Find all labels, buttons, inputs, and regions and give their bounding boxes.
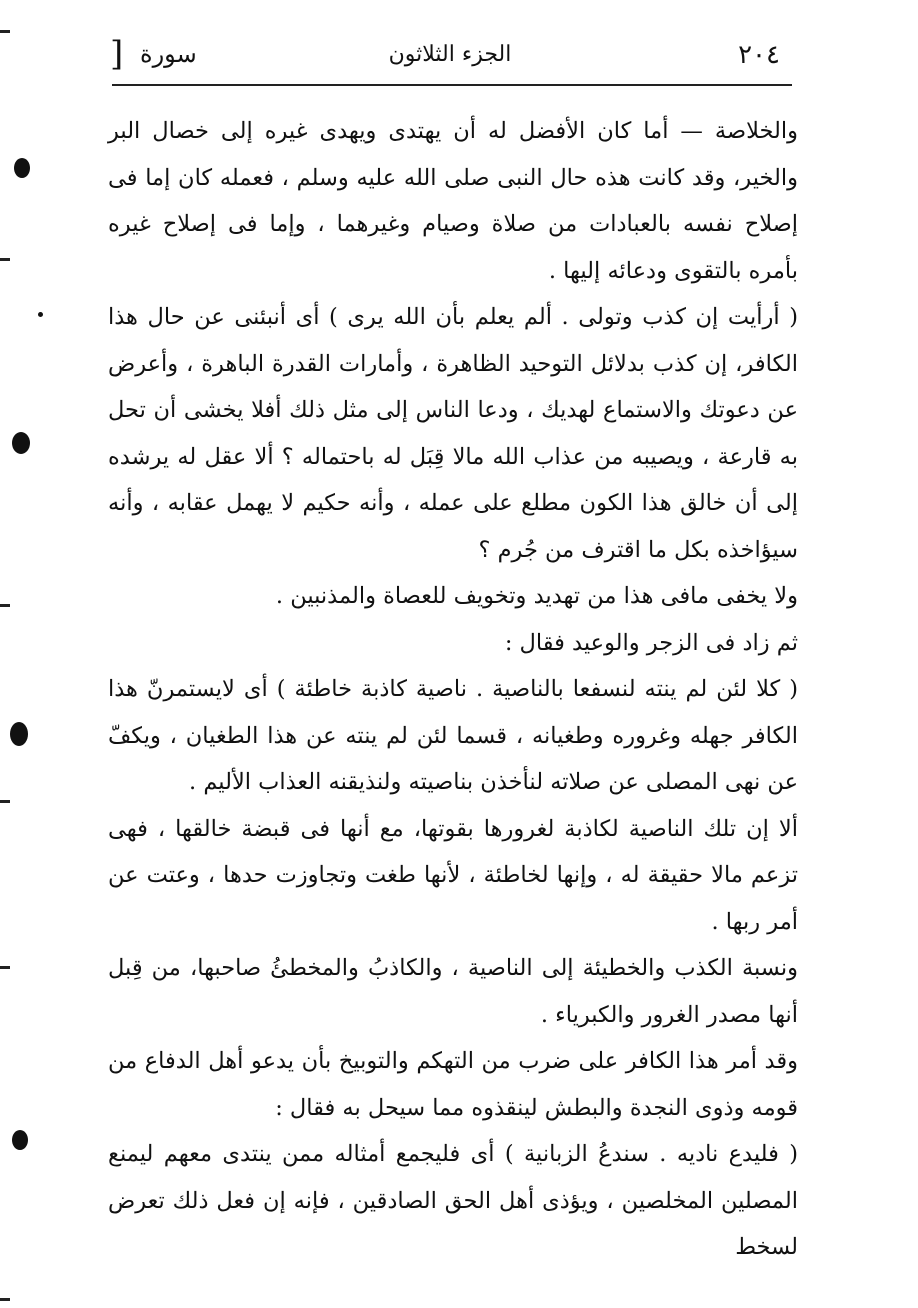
paragraph: والخلاصة — أما كان الأفضل له أن يهتدى ويهدى غيره إلى خصال البر والخير، وقد كانت هذه حال النبى صلى الله عليه وسلم ، فعمله كان إما فى إصلاح نفسه بالعبادات من صلاة وصيام وغيرهما ، وإما فى إصلاح غيره بأمره بالتقوى ودعائه إليها . <box>108 118 798 284</box>
page-number: ٢٠٤ <box>738 40 780 70</box>
part-title: الجزء الثلاثون <box>388 42 512 67</box>
paragraph: وقد أمر هذا الكافر على ضرب من التهكم والتوبيخ بأن يدعو أهل الدفاع من قومه وذوى النجدة والبطش لينقذوه مما سيحل به فقال : <box>108 1048 798 1121</box>
scan-speck <box>14 158 30 178</box>
scan-tick <box>0 800 10 803</box>
sura-label: سورة <box>140 40 197 68</box>
scan-tick <box>0 966 10 969</box>
scan-speck <box>12 432 30 454</box>
paragraph: ( كلا لئن لم ينته لنسفعا بالناصية . ناصية كاذبة خاطئة ) أى لايستمرنّ هذا الكافر جهله وغروره وطغيانه ، قسما لئن لم ينته عن هذا الطغيان ، ويكفّ عن نهى المصلى عن صلاته لنأخذن بناصيته ولنذيقنه العذاب الأليم . <box>108 676 798 795</box>
paragraph: ( أرأيت إن كذب وتولى . ألم يعلم بأن الله يرى ) أى أنبئنى عن حال هذا الكافر، إن كذب بدلائل التوحيد الظاهرة ، وأمارات القدرة الباهرة ، وأعرض عن دعوتك والاستماع لهديك ، ودعا الناس إلى مثل ذلك أفلا يخشى أن تحل به قارعة ، ويصيبه من عذاب الله مالا قِبَل له باحتماله ؟ ألا عقل له يرشده إلى أن خالق هذا الكون مطلع على عمله ، وأنه حكيم لا يهمل عقابه ، وأنه سيؤاخذه بكل ما اقترف من جُرم ؟ <box>108 304 798 563</box>
paragraph: ولا يخفى مافى هذا من تهديد وتخويف للعصاة والمذنبين . <box>275 583 798 609</box>
scan-speck <box>38 312 43 317</box>
header-bracket: [ <box>110 34 124 74</box>
header-rule <box>112 84 792 86</box>
scan-speck <box>12 1130 28 1150</box>
scan-tick <box>0 30 10 33</box>
scan-tick <box>0 1298 10 1301</box>
paragraph: ألا إن تلك الناصية لكاذبة لغرورها بقوتها، مع أنها فى قبضة خالقها ، فهى تزعم مالا حقيقة له ، وإنها لخاطئة ، لأنها طغت وتجاوزت حدها ، وعتت عن أمر ربها . <box>108 815 798 935</box>
body-text <box>108 108 798 1271</box>
paragraph: ثم زاد فى الزجر والوعيد فقال : <box>504 629 798 656</box>
page-header <box>110 36 790 80</box>
scan-tick <box>0 604 10 607</box>
paragraph: ( فليدع ناديه . سندعُ الزبانية ) أى فليجمع أمثاله ممن ينتدى معهم ليمنع المصلين المخلصين ، ويؤذى أهل الحق الصادقين ، فإنه إن فعل ذلك تعرض لسخط <box>108 1141 798 1260</box>
scan-speck <box>10 722 28 746</box>
scan-tick <box>0 258 10 261</box>
paragraph: ونسبة الكذب والخطيئة إلى الناصية ، والكاذبُ والمخطئُ صاحبها، من قِبل أنها مصدر الغرور والكبرياء . <box>108 955 798 1028</box>
